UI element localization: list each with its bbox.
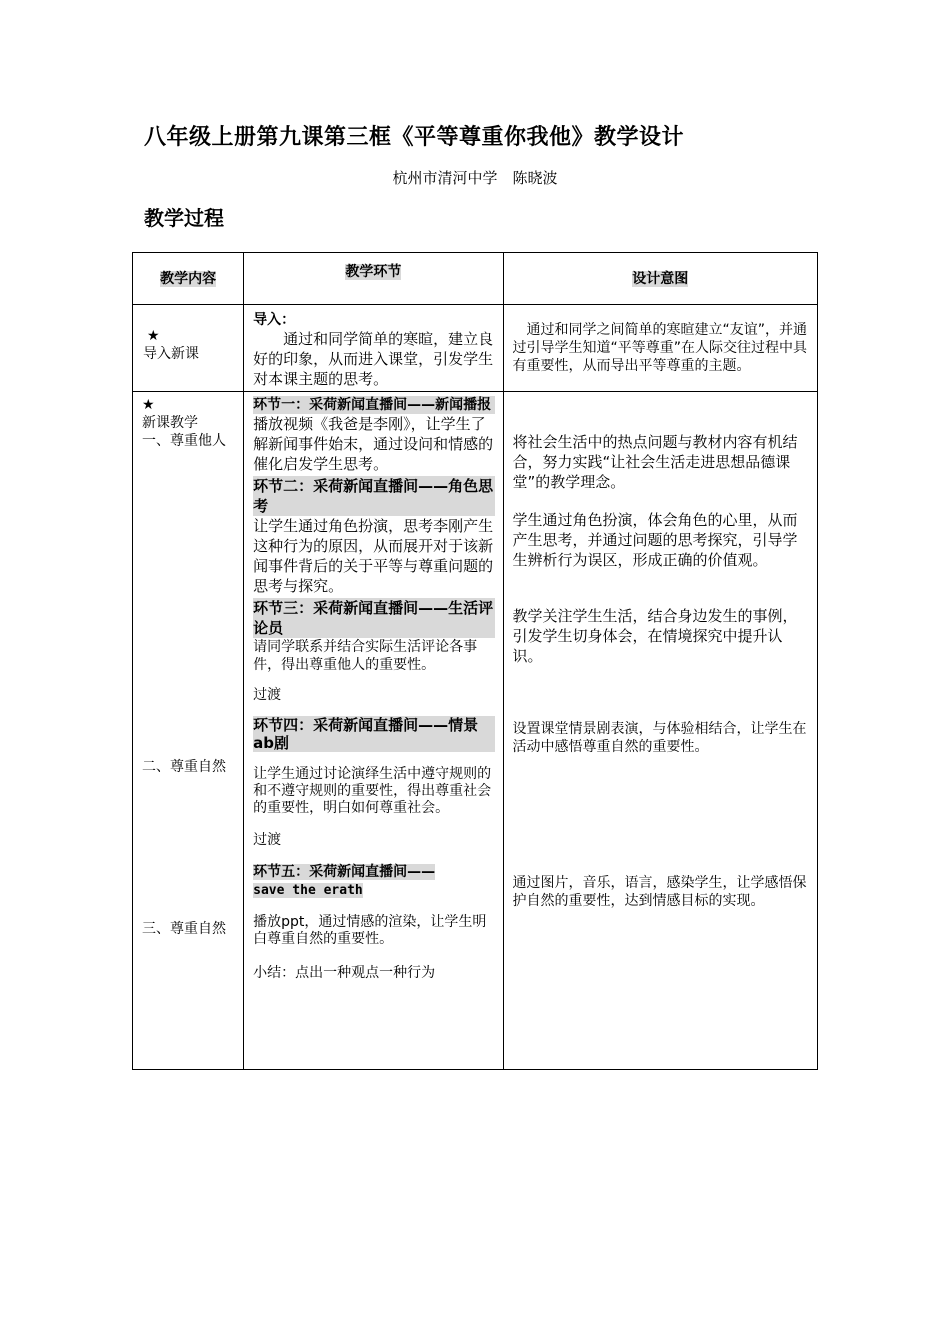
document-title: 八年级上册第九课第三框《平等尊重你我他》教学设计 bbox=[144, 125, 685, 150]
new-lesson-steps-cell bbox=[244, 392, 503, 1070]
table-row-intro bbox=[133, 305, 818, 392]
step3-text: 请同学联系并结合实际生活评论各事件，得出尊重他人的重要性。 bbox=[253, 639, 478, 673]
step2-text: 让学生通过角色扮演，思考李刚产生这种行为的原因，从而展开对于该新闻事件背后的关于平等与尊重问题的思考与探究。 bbox=[253, 517, 494, 595]
author-line: 杭州市清河中学 陈晓波 bbox=[392, 169, 558, 187]
intro-content-cell bbox=[133, 305, 244, 392]
header-content-cell bbox=[133, 253, 244, 305]
intent-2: 学生通过角色扮演，体会角色的心里，从而产生思考，并通过问题的思考探究，引导学生辨析行为误区，形成正确的价值观。 bbox=[512, 511, 798, 569]
header-content: 教学内容 bbox=[160, 270, 217, 287]
step5-title-en: save the erath bbox=[253, 883, 363, 898]
lesson-plan-table bbox=[132, 252, 818, 1070]
step3-title: 环节三：采荷新闻直播间——生活评论员 bbox=[253, 599, 494, 637]
intro-content-label: 导入新课 bbox=[143, 346, 199, 362]
part-respect-nature-1: 二、尊重自然 bbox=[142, 759, 226, 775]
step1-text: 播放视频《我爸是李刚》，让学生了解新闻事件始末，通过设问和情感的催化启发学生思考。 bbox=[253, 415, 494, 473]
star-icon: ★ bbox=[147, 328, 160, 344]
intent-1: 将社会生活中的热点问题与教材内容有机结合，努力实践“让社会生活走进思想品德课堂”的教学理念。 bbox=[512, 433, 798, 491]
intro-intent-cell bbox=[503, 305, 817, 392]
intro-steps-cell bbox=[244, 305, 503, 392]
table-row-new-lesson bbox=[133, 392, 818, 1070]
new-lesson-content-cell bbox=[133, 392, 244, 1070]
new-lesson-label: 新课教学 bbox=[142, 415, 198, 431]
section-heading: 教学过程 bbox=[144, 206, 224, 230]
intro-intent-text: 通过和同学之间简单的寒暄建立“友谊”，并通过引导学生知道“平等尊重”在人际交往过程中具有重要性，从而导出平等尊重的主题。 bbox=[512, 322, 808, 374]
transition-1: 过渡 bbox=[253, 687, 282, 703]
step5-title-block bbox=[253, 863, 494, 900]
part-respect-others: 一、尊重他人 bbox=[142, 433, 226, 449]
step5-title: 环节五：采荷新闻直播间—— bbox=[253, 864, 436, 880]
table-header-row bbox=[133, 253, 818, 305]
intent-4: 设置课堂情景剧表演，与体验相结合，让学生在活动中感悟尊重自然的重要性。 bbox=[512, 721, 807, 755]
intent-3: 教学关注学生生活，结合身边发生的事例，引发学生切身体会，在情境探究中提升认识。 bbox=[512, 607, 798, 665]
intro-steps-title: 导入： bbox=[253, 312, 296, 328]
new-lesson-intent-cell bbox=[503, 392, 817, 1070]
header-intent: 设计意图 bbox=[632, 270, 689, 287]
step4-title: 环节四：采荷新闻直播间——情景ab剧 bbox=[253, 716, 494, 752]
step5-text: 播放ppt，通过情感的渲染，让学生明白尊重自然的重要性。 bbox=[253, 914, 487, 947]
step2-title: 环节二：采荷新闻直播间——角色思考 bbox=[253, 477, 494, 515]
header-steps: 教学环节 bbox=[345, 264, 402, 280]
header-intent-cell bbox=[503, 253, 817, 305]
summary-text: 小结：点出一种观点一种行为 bbox=[253, 965, 436, 981]
header-steps-cell bbox=[244, 253, 503, 305]
transition-2: 过渡 bbox=[253, 832, 282, 848]
step1-title: 环节一：采荷新闻直播间——新闻播报 bbox=[253, 396, 494, 414]
step4-text: 让学生通过讨论演绎生活中遵守规则的和不遵守规则的重要性，得出尊重社会的重要性，明白如何尊重社会。 bbox=[253, 766, 492, 816]
part-respect-nature-2: 三、尊重自然 bbox=[142, 921, 226, 937]
star-icon: ★ bbox=[142, 397, 155, 413]
intent-5: 通过图片，音乐，语言，感染学生，让学感悟保护自然的重要性，达到情感目标的实现。 bbox=[512, 875, 807, 909]
intro-steps-text: 通过和同学简单的寒暄，建立良好的印象，从而进入课堂，引发学生对本课主题的思考。 bbox=[253, 330, 494, 388]
